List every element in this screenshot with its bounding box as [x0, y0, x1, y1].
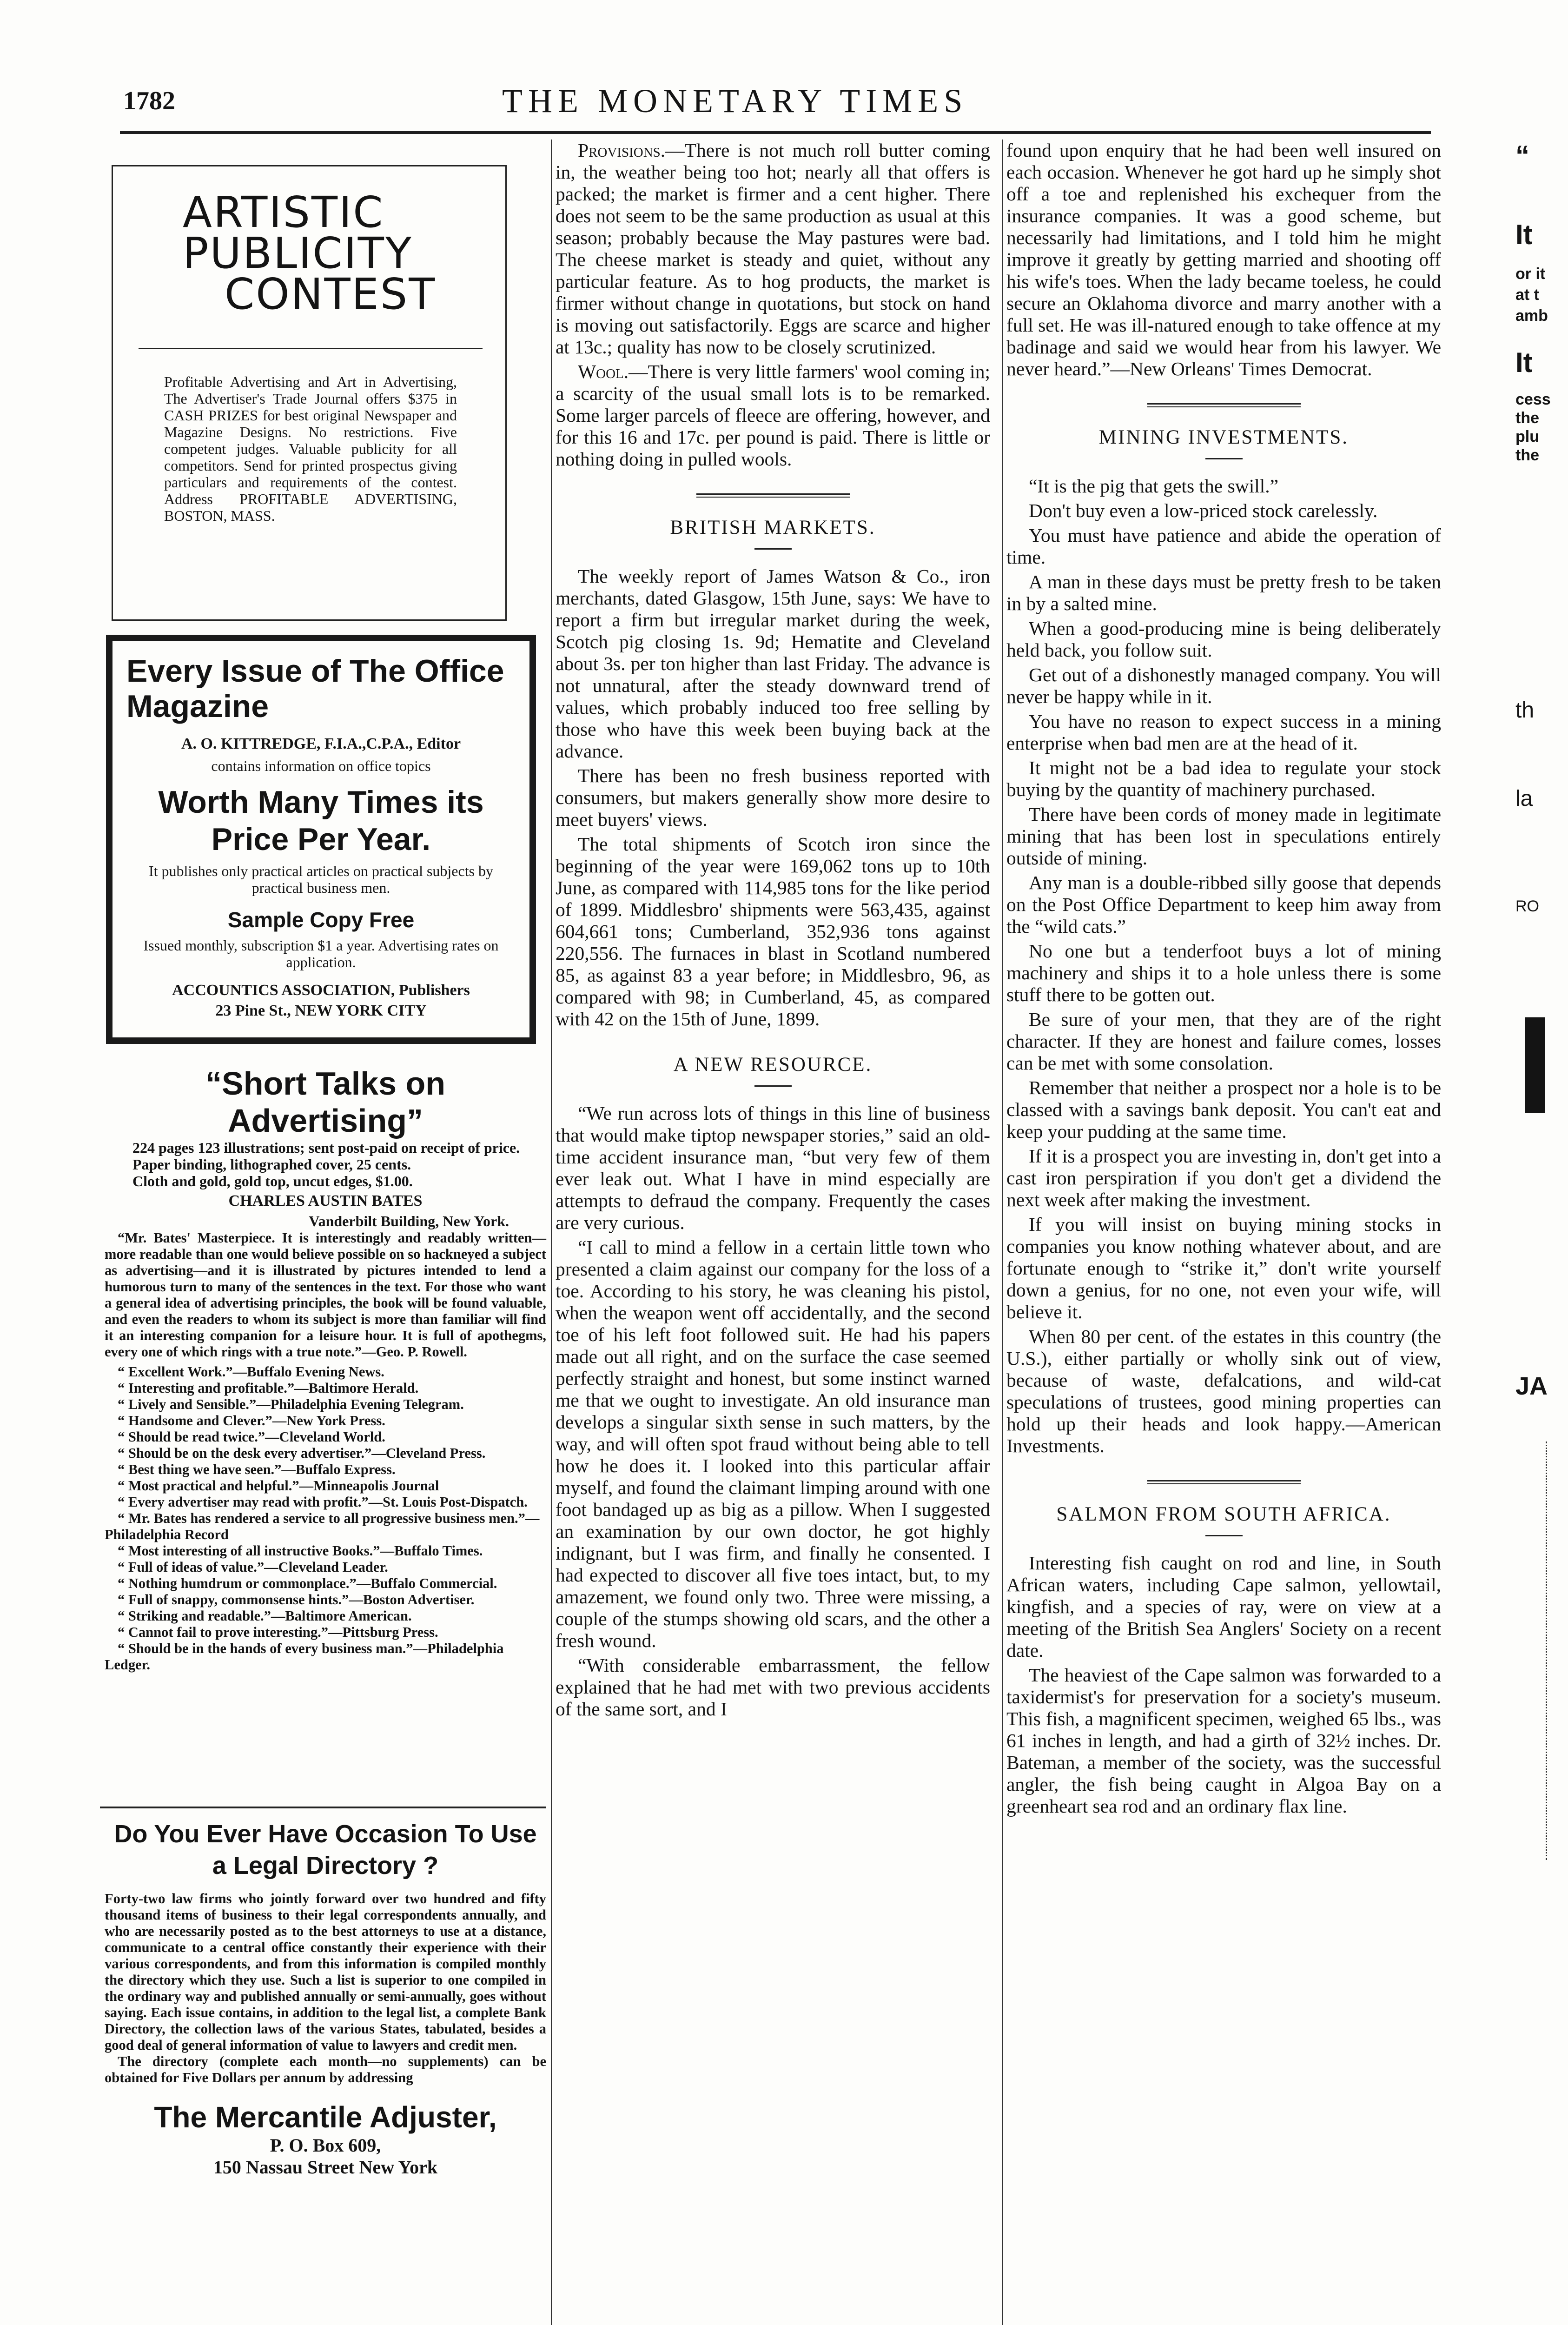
mining-paragraph: Don't buy even a low-priced stock carelessly. [1029, 500, 1378, 521]
british-paragraph: The total shipments of Scotch iron since the beginning of the year were 169,062 tons up to 10th June, as compared with 114,985 tons for the like period of 1899. Middlesbro' shipments were 563,435, against 604,661 tons; Cumberland, 352,936 tons against 220,556. The furnaces in blast in Scotland numbered 85, as against 83 a year before; in Middlesbro, 96, as compared with 98; in Cumberland, 45, as compared with 42 on the 15th of June, 1899. [556, 833, 990, 1030]
office-ad-editor: A. O. KITTREDGE, F.I.A.,C.P.A., Editor [181, 735, 461, 752]
mining-paragraph: When 80 per cent. of the estates in this country (the U.S.), either partially or wholly sink out of view, because of waste, defalcations, and wild-cat speculations of trustees, good mining properties can hold up their heads and look happy.—American Investments. [1006, 1326, 1441, 1456]
mining-paragraph: You must have patience and abide the operation of time. [1006, 525, 1441, 568]
wool-lead: Wool. [578, 361, 629, 382]
testimonial: “ Lively and Sensible.”—Philadelphia Evening Telegram. [118, 1396, 464, 1412]
legal-ad-name: The Mercantile Adjuster, [154, 2100, 497, 2134]
resource-continued: found upon enquiry that he had been well insured on each occasion. Whenever he got hard up he simply shot off a toe and replenished his exchequer from the insurance companies. It was a good scheme, but necessarily had limitations, and I told him he might improve it greatly by getting married and shooting off his wife's toes. When the lady became toeless, he could secure an Oklahoma divorce and marry another with a full set. He was ill-natured enough to take offence at my badinage and said we would hear from his lawyer. We never heard.”—New Orleans' Times Democrat. [1006, 140, 1441, 379]
legal-ad-title: Do You Ever Have Occasion To Use a Legal Directory ? [114, 1820, 537, 1880]
edge-fragment: I [1515, 987, 1555, 1143]
resource-paragraph: “With considerable embarrassment, the fellow explained that he had met with two previous accidents of the same sort, and I [556, 1654, 990, 1720]
mining-paragraph: No one but a tenderfoot buys a lot of mining machinery and ships it to a hole unless there is some stuff there to be gotten out. [1006, 940, 1441, 1005]
testimonial: “ Nothing humdrum or commonplace.”—Buffalo Commercial. [118, 1575, 497, 1591]
office-ad-issued: Issued monthly, subscription $1 a year. Advertising rates on application. [143, 937, 499, 970]
mining-investments-heading: MINING INVESTMENTS. [1098, 426, 1349, 448]
masthead: THE MONETARY TIMES [502, 82, 968, 120]
british-markets-heading: BRITISH MARKETS. [670, 517, 876, 538]
office-ad-title: Every Issue of The Office Magazine [126, 653, 504, 724]
legal-ad-street: 150 Nassau Street New York [213, 2157, 438, 2178]
wool-paragraph: Wool.—There is very little farmers' wool coming in; a scarcity of the usual small lots is to be remarked. Some larger parcels of fleece are offering, however, and for this 16 and 17c. per pound is paid. There is little or nothing doing in pulled wools. [556, 361, 990, 470]
edge-fragment: the [1515, 446, 1539, 464]
testimonial: “ Full of snappy, commonsense hints.”—Boston Advertiser. [118, 1592, 475, 1608]
section-separator [696, 493, 850, 498]
mining-paragraph: Be sure of your men, that they are of the right character. If they are honest and failure comes, losses can be met with some consolation. [1006, 1009, 1441, 1074]
mining-paragraph: If you will insist on buying mining stocks in companies you know nothing whatever about, and are fortunate enough to “strike it,” don't write yourself down a genius, for no one, not even your wife, will believe it. [1006, 1214, 1441, 1322]
edge-fragment: la [1515, 786, 1533, 811]
office-ad-address: 23 Pine St., NEW YORK CITY [215, 1002, 427, 1019]
short-talks-quote: “Mr. Bates' Masterpiece. It is interestingly and readably written—more readable than one would believe possible on so hackneyed a subject as advertising—and it is illustrated by pictures intended to lend a humorous turn to many of the sentences in the text. For those who want a general idea of advertising principles, the book will be found valuable, and even the readers to whom its subject is more than familiar will find it an interesting companion for a leisure hour. It is full of apothegms, every one of which rings with a true note.”—Geo. P. Rowell. [105, 1230, 546, 1360]
legal-ad-box: P. O. Box 609, [270, 2135, 381, 2156]
short-talks-info-2: Paper binding, lithographed cover, 25 cents. [132, 1156, 411, 1173]
artistic-publicity-ad [112, 165, 507, 621]
mining-paragraph: A man in these days must be pretty fresh to be taken in by a salted mine. [1006, 571, 1441, 614]
short-talks-ad [105, 1065, 546, 1673]
edge-fragment: plu [1515, 428, 1539, 445]
edge-fragment: It [1515, 347, 1533, 378]
testimonial: “ Should be read twice.”—Cleveland World. [118, 1429, 385, 1445]
mining-paragraph: When a good-producing mine is being deliberately held back, you follow suit. [1006, 618, 1441, 661]
salmon-heading: SALMON FROM SOUTH AFRICA. [1056, 1503, 1391, 1525]
provisions-lead: Provisions. [578, 140, 666, 161]
edge-fragment: It [1515, 219, 1533, 250]
column-rule-left [551, 140, 552, 2325]
legal-ad-body: Forty-two law firms who jointly forward over two hundred and fifty thousand items of business to their legal correspondents annually, and who are necessarily posted as to the best attorneys to use at a distance, communicate to a central office constantly their experience with their various correspondents, and from this information is compiled monthly the directory which they use. Such a list is superior to one compiled in the ordinary way and published annually or semi-annually, goes without saying. Each issue contains, in addition to the legal list, a complete Bank Directory, the collection laws of the various States, tabulated, besides a good deal of general information of value to lawyers and credit men. [105, 1891, 546, 2053]
short-talks-info-1: 224 pages 123 illustrations; sent post-paid on receipt of price. [132, 1139, 520, 1156]
short-talks-author: CHARLES AUSTIN BATES [228, 1192, 423, 1209]
section-separator [1147, 1480, 1301, 1484]
edge-fragment: amb [1515, 307, 1548, 325]
artistic-ad-title: ARTISTIC PUBLICITY CONTEST [183, 187, 437, 319]
column-rule-right [1002, 140, 1003, 2325]
heading-dash [754, 1085, 792, 1087]
mining-paragraph: You have no reason to expect success in a mining enterprise when bad men are at the head of it. [1006, 711, 1441, 754]
testimonial: “ Mr. Bates has rendered a service to all progressive business men.”—Philadelphia Record [105, 1510, 540, 1542]
office-ad-topics: contains information on office topics [211, 757, 431, 774]
mining-paragraph: It might not be a bad idea to regulate your stock buying by the quantity of machinery purchased. [1006, 757, 1441, 800]
heading-dash [754, 548, 792, 550]
heading-dash [1205, 1535, 1243, 1536]
testimonial: “ Should be in the hands of every business man.”—Philadelphia Ledger. [105, 1641, 504, 1673]
office-ad-publishes: It publishes only practical articles on practical subjects by practical business men. [148, 863, 494, 896]
middle-column [556, 140, 990, 1723]
edge-fragment: the [1515, 409, 1539, 427]
testimonial: “ Most practical and helpful.”—Minneapolis Journal [118, 1478, 439, 1494]
section-separator [1147, 403, 1301, 407]
mining-paragraph: There have been cords of money made in legitimate mining that has been lost in speculations entirely outside of mining. [1006, 804, 1441, 869]
testimonial: “ Striking and readable.”—Baltimore American. [118, 1608, 412, 1624]
short-talks-info-3: Cloth and gold, gold top, uncut edges, $1.00. [132, 1173, 413, 1189]
edge-fragment: at t [1515, 286, 1539, 304]
testimonial: “ Cannot fail to prove interesting.”—Pittsburg Press. [118, 1624, 438, 1640]
header-rule [120, 131, 1431, 134]
edge-fragment: JA [1515, 1372, 1548, 1400]
salmon-paragraph: Interesting fish caught on rod and line, in South African waters, including Cape salmon, yellowtail, kingfish, and a species of ray, were on view at a meeting of the British Sea Anglers' Society on a recent date. [1006, 1552, 1441, 1661]
british-paragraph: There has been no fresh business reported with consumers, but makers generally show more desire to meet buyers' views. [556, 765, 990, 830]
artistic-ad-rule [139, 348, 483, 349]
testimonial: “ Best thing we have seen.”—Buffalo Express. [118, 1461, 396, 1477]
resource-paragraph: “We run across lots of things in this line of business that would make tiptop newspaper stories,” said an old-time accident insurance man, “but very few of them ever leak out. What I have in mind especially are attempts to defraud the company. Frequently the cases are very curious. [556, 1103, 990, 1233]
edge-fragment: cess [1515, 391, 1551, 408]
page-number: 1782 [123, 86, 175, 115]
heading-dash [1205, 458, 1243, 459]
office-ad-sample: Sample Copy Free [227, 908, 415, 932]
office-magazine-ad [106, 635, 536, 1044]
testimonial: “ Excellent Work.”—Buffalo Evening News. [118, 1364, 384, 1380]
testimonial-list [105, 1364, 546, 1673]
resource-paragraph: “I call to mind a fellow in a certain little town who presented a claim against our company for the loss of a toe. According to his story, he was cleaning his pistol, when the weapon went off accidentally, and the second toe of his left foot followed suit. He had his papers made out all right, and on the surface the case seemed perfectly straight and honest, but some instinct warned me that we ought to investigate. An old insurance man develops a singular sixth sense in such matters, by the way, and will often spot fraud without being able to tell how he does it. I looked into this particular affair myself, and found the claimant limping around with one foot bandaged up as big as a pillow. When I suggested an examination by our own doctor, he got highly indignant, but I was firm, and finally he consented. I had expected to discover all five toes intact, but, to my amazement, we found only two. Three were missing, a couple of the stumps showing old scars, and the other a fresh wound. [556, 1236, 990, 1651]
mining-paragraph: If it is a prospect you are investing in, don't get into a cast iron perspiration if you don't get a dividend the next week after making the investment. [1006, 1145, 1441, 1210]
office-ad-publisher: ACCOUNTICS ASSOCIATION, Publishers [172, 982, 470, 999]
legal-directory-ad [105, 1818, 546, 2178]
left-column-rule [100, 1807, 546, 1808]
mining-paragraph: Get out of a dishonestly managed company. You will never be happy while in it. [1006, 664, 1441, 707]
artistic-ad-text: Profitable Advertising and Art in Advertising, The Advertiser's Trade Journal offers $375 in CASH PRIZES for best original Newspaper and Magazine Designs. No restrictions. Five competent judges. Valuable publicity for all competitors. Send for printed prospectus giving particulars and requirements of the contest. Address PROFITABLE ADVERTISING, BOSTON, MASS. [164, 373, 457, 524]
edge-fragment: th [1515, 698, 1535, 723]
provisions-paragraph: Provisions.—There is not much roll butter coming in, the weather being too hot; nearly all that offers is packed; the market is firmer and a cent higher. There does not seem to be the same production as usual at this season; probably because the May pastures were bad. The cheese market is steady and quiet, without any particular feature. As to hog products, the market is firmer without change in quotations, but stock on hand is moving out satisfactorily. Eggs are scarce and higher at 13c.; quality has now to be closely scrutinized. [556, 140, 990, 358]
edge-ornament [1546, 1442, 1555, 1860]
legal-ad-body-2: The directory (complete each month—no supplements) can be obtained for Five Dollars per annum by addressing [105, 2053, 546, 2086]
testimonial: “ Interesting and profitable.”—Baltimore Herald. [118, 1380, 419, 1396]
testimonial: “ Most interesting of all instructive Books.”—Buffalo Times. [118, 1543, 483, 1559]
salmon-paragraph: The heaviest of the Cape salmon was forwarded to a taxidermist's for preservation for a society's museum. This fish, a magnificent specimen, weighed 65 lbs., was 61 inches in length, and had a girth of 32½ inches. Dr. Bateman, a member of the society, was the successful angler, the fish being caught in Algoa Bay on a greenheart sea rod and an ordinary flax line. [1006, 1664, 1441, 1817]
mining-paragraph: Any man is a double-ribbed silly goose that depends on the Post Office Department to keep him away from the “wild cats.” [1006, 872, 1441, 937]
office-ad-worth: Worth Many Times its Price Per Year. [158, 784, 484, 857]
mining-paragraph: Remember that neither a prospect nor a hole is to be classed with a savings bank deposit. You can't eat and keep your pudding at the same time. [1006, 1077, 1441, 1142]
short-talks-title: “Short Talks on Advertising” [205, 1065, 445, 1139]
right-column [1006, 140, 1441, 1820]
testimonial: “ Handsome and Clever.”—New York Press. [118, 1413, 385, 1428]
edge-fragment: RO [1515, 897, 1539, 915]
testimonial: “ Every advertiser may read with profit.”—St. Louis Post-Dispatch. [118, 1494, 528, 1510]
new-resource-heading: A NEW RESOURCE. [673, 1054, 873, 1076]
short-talks-author-address: Vanderbilt Building, New York. [309, 1213, 509, 1229]
testimonial: “ Should be on the desk every advertiser.”—Cleveland Press. [118, 1445, 486, 1461]
testimonial: “ Full of ideas of value.”—Cleveland Leader. [118, 1559, 388, 1575]
mining-paragraph: “It is the pig that gets the swill.” [1029, 475, 1279, 497]
edge-fragment: “ [1515, 140, 1529, 171]
british-paragraph: The weekly report of James Watson & Co., iron merchants, dated Glasgow, 15th June, says: We have to report a firm but irregular market during the week, Scotch pig closing 1s. 9d; Hematite and Cleveland about 3s. per ton higher than last Friday. The advance is not unnatural, after the steady downward trend of values, which probably induced too free selling by those who have this week been buying back at the advance. [556, 565, 990, 762]
edge-fragment: or it [1515, 265, 1546, 283]
